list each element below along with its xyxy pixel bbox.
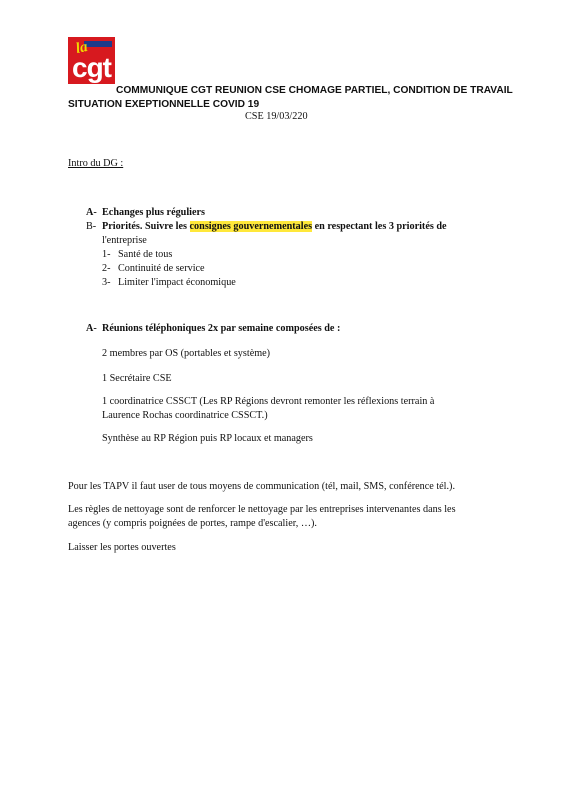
body-paragraph-3: Laisser les portes ouvertes <box>68 542 176 553</box>
header-date: CSE 19/03/220 <box>245 111 308 122</box>
header-title-line1: COMMUNIQUE CGT REUNION CSE CHOMAGE PARTIEL, CONDITION DE TRAVAIL <box>116 85 513 96</box>
list-marker-b: B- <box>86 221 97 232</box>
cgt-logo <box>68 37 115 84</box>
header-title-line2: SITUATION EXEPTIONNELLE COVID 19 <box>68 99 260 110</box>
sub-item-1: Santé de tous <box>118 249 173 260</box>
meetings-item-3-line1: 1 coordinatrice CSSCT (Les RP Régions devront remonter les réflexions terrain à <box>102 396 435 407</box>
meetings-item-3-line2: Laurence Rochas coordinatrice CSSCT.) <box>102 410 268 421</box>
logo-la-text: la <box>74 38 90 58</box>
sub-marker-2: 2- <box>102 263 111 274</box>
list-item-b <box>102 221 447 232</box>
sub-item-3: Limiter l'impact économique <box>118 277 236 288</box>
meetings-marker: A- <box>86 323 97 334</box>
sub-item-2: Continuité de service <box>118 263 205 274</box>
meetings-item-1: 2 membres par OS (portables et système) <box>102 348 271 359</box>
highlight-consignes: consignes gouvernementales <box>189 221 313 232</box>
meetings-item-4: Synthèse au RP Région puis RP locaux et managers <box>102 433 313 444</box>
body-paragraph-1: Pour les TAPV il faut user de tous moyens de communication (tél, mail, SMS, conférence tél.). <box>68 481 455 492</box>
list-item-b-post: en respectant les 3 priorités de <box>312 221 447 232</box>
sub-marker-1: 1- <box>102 249 111 260</box>
list-item-b-cont: l'entreprise <box>102 235 147 246</box>
intro-title: Intro du DG : <box>68 158 124 169</box>
sub-marker-3: 3- <box>102 277 111 288</box>
logo-band <box>84 41 112 47</box>
meetings-title: Réunions téléphoniques 2x par semaine composées de : <box>102 323 341 334</box>
body-paragraph-2-line1: Les règles de nettoyage sont de renforcer le nettoyage par les entreprises intervenantes dans les <box>68 504 456 515</box>
logo-cgt-text: cgt <box>72 52 111 83</box>
meetings-item-2: 1 Secrétaire CSE <box>102 373 172 384</box>
list-item-b-pre: Priorités. Suivre les <box>102 221 190 232</box>
list-item-a: Echanges plus réguliers <box>102 207 206 218</box>
list-marker-a: A- <box>86 207 97 218</box>
body-paragraph-2-line2: agences (y compris poignées de portes, rampe d'escalier, …). <box>68 518 317 529</box>
